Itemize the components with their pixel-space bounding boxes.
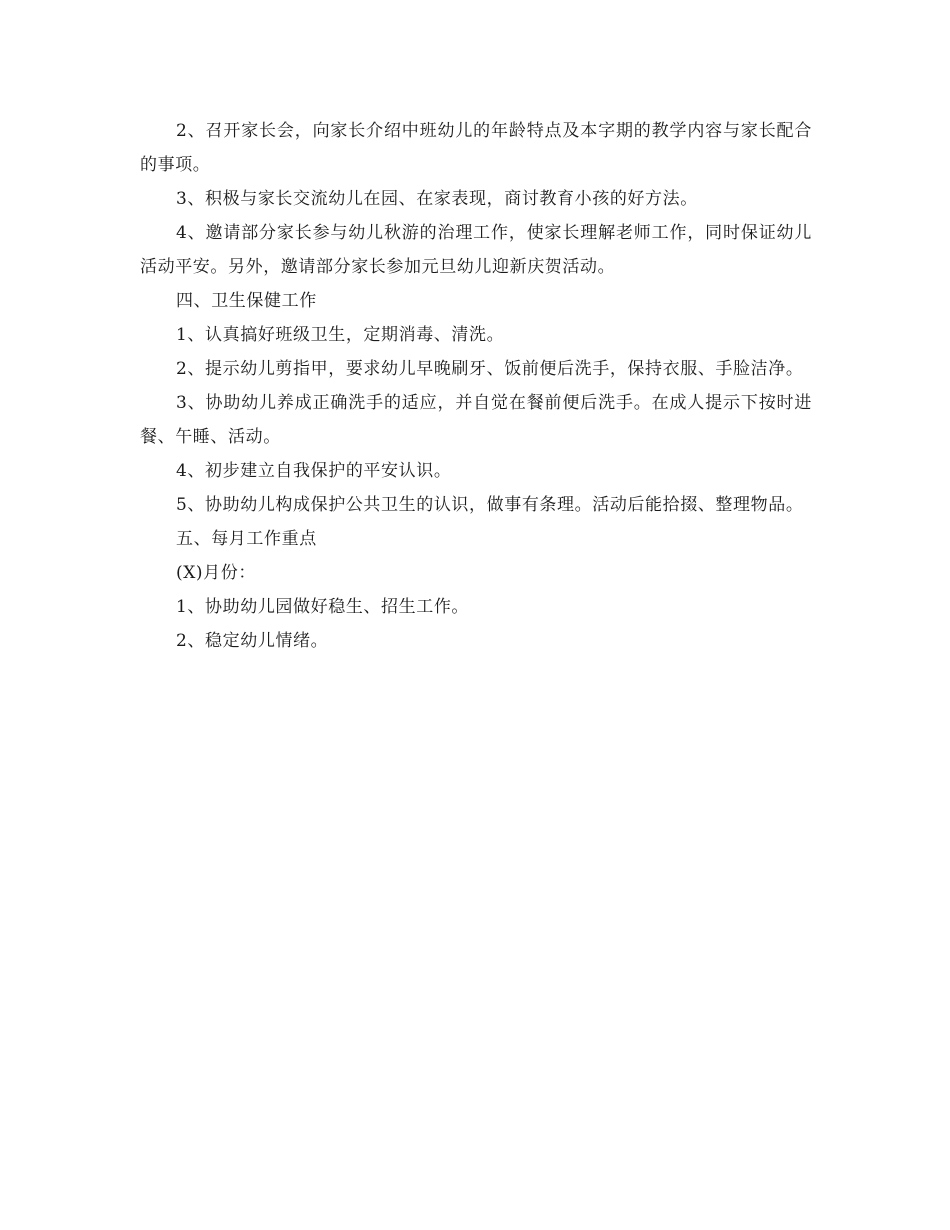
paragraph-parent-communication: 3、积极与家长交流幼儿在园、在家表现，商讨教育小孩的好方法。	[176, 189, 698, 209]
paragraph-public-hygiene: 5、协助幼儿构成保护公共卫生的认识，做事有条理。活动后能拾掇、整理物品。	[176, 495, 804, 515]
paragraph-parent-meeting: 2、召开家长会，向家长介绍中班幼儿的年龄特点及本字期的教学内容与家长配合的事项。	[140, 121, 812, 175]
paragraph-class-hygiene: 1、认真搞好班级卫生，定期消毒、清洗。	[176, 325, 505, 345]
month-label: (X)月份：	[176, 563, 256, 583]
paragraph-safety-awareness: 4、初步建立自我保护的平安认识。	[176, 461, 452, 481]
paragraph-emotion-stability: 2、稳定幼儿情绪。	[176, 631, 329, 651]
paragraph-enrollment-work: 1、协助幼儿园做好稳生、招生工作。	[176, 597, 470, 617]
section-heading-monthly: 五、每月工作重点	[176, 529, 317, 549]
paragraph-parent-invitation: 4、邀请部分家长参与幼儿秋游的治理工作，使家长理解老师工作，同时保证幼儿活动平安。另外，邀请部分家长参加元旦幼儿迎新庆贺活动。	[140, 223, 812, 277]
document-body	[140, 114, 812, 658]
section-heading-health: 四、卫生保健工作	[176, 291, 317, 311]
paragraph-personal-hygiene: 2、提示幼儿剪指甲，要求幼儿早晚刷牙、饭前便后洗手，保持衣服、手脸洁净。	[176, 359, 804, 379]
paragraph-handwashing-habit: 3、协助幼儿养成正确洗手的适应，并自觉在餐前便后洗手。在成人提示下按时进餐、午睡、活动。	[140, 393, 812, 447]
